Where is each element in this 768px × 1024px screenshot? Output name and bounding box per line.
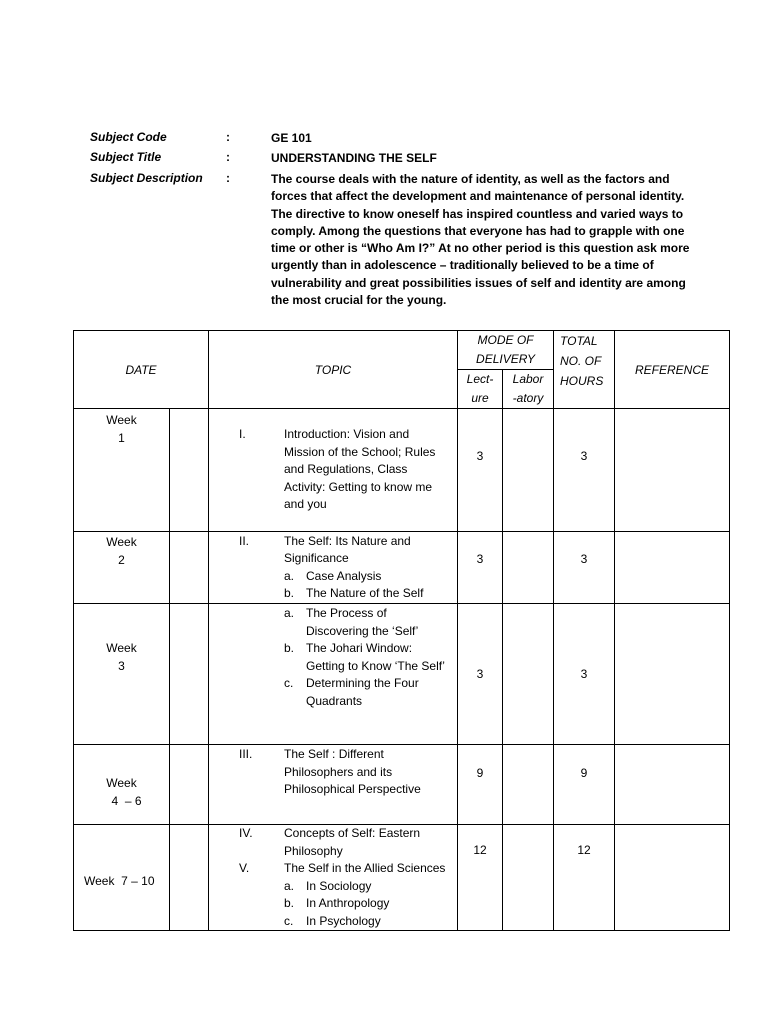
week-label: Week	[106, 535, 137, 549]
subtopic-item	[209, 605, 457, 640]
week-cell	[74, 825, 170, 931]
total-hours: 9	[554, 745, 615, 825]
topic-numeral: II.	[239, 533, 250, 548]
subtopic-item	[209, 675, 457, 710]
subtopic-letter: b.	[284, 896, 295, 910]
subject-title-label: Subject Title	[90, 150, 162, 164]
lecture-hours: 9	[458, 745, 503, 825]
reference-cell	[615, 825, 730, 931]
week-label: Week	[106, 775, 137, 790]
lecture-header	[458, 370, 503, 409]
laboratory-header-line1: Labor	[512, 372, 544, 386]
laboratory-hours	[503, 825, 554, 931]
topic-item	[209, 533, 457, 568]
subtopic-text: The Johari Window: Getting to Know ‘The Self’	[306, 641, 445, 673]
subtopic-text: In Psychology	[306, 913, 381, 928]
subject-title-row	[90, 150, 690, 171]
date-blank-cell	[170, 532, 209, 604]
table-row	[74, 604, 730, 745]
total-hours: 3	[554, 604, 615, 745]
subtopic-letter: c.	[284, 676, 294, 690]
mode-header-line2: DELIVERY	[476, 352, 535, 366]
date-blank-cell	[170, 604, 209, 745]
reference-cell	[615, 604, 730, 745]
topic-cell	[209, 532, 458, 604]
laboratory-hours	[503, 409, 554, 532]
date-blank-cell	[170, 825, 209, 931]
topic-header: TOPIC	[209, 331, 458, 409]
subtopic-letter: b.	[284, 586, 295, 600]
lecture-hours: 3	[458, 604, 503, 745]
total-hours-header	[554, 331, 615, 409]
topic-cell	[209, 825, 458, 931]
lecture-hours: 3	[458, 532, 503, 604]
colon: :	[226, 150, 230, 164]
topic-item	[209, 825, 457, 860]
week-cell	[74, 745, 170, 825]
subtopic-item	[209, 585, 457, 603]
subtopic-letter: a.	[284, 606, 295, 620]
subtopic-item	[209, 913, 457, 931]
subtopic-letter: a.	[284, 568, 295, 583]
total-hours: 12	[554, 825, 615, 931]
reference-cell	[615, 532, 730, 604]
week-label: Week 7 – 10	[84, 873, 155, 888]
subject-title-value: UNDERSTANDING THE SELF	[271, 151, 437, 165]
week-cell	[74, 532, 170, 604]
subject-code-label: Subject Code	[90, 130, 167, 144]
topic-item	[209, 426, 457, 514]
laboratory-hours	[503, 532, 554, 604]
lecture-hours: 3	[458, 409, 503, 532]
table-row	[74, 532, 730, 604]
total-header-line3: HOURS	[560, 374, 604, 388]
topic-text: Introduction: Vision and Mission of the School; Rules and Regulations, Class Activity: Getting to know me and you	[284, 427, 436, 512]
table-row	[74, 409, 730, 532]
laboratory-hours	[503, 604, 554, 745]
week-number: 2	[118, 553, 125, 567]
date-header: DATE	[74, 331, 209, 409]
subtopic-text: Determining the Four Quadrants	[306, 676, 419, 708]
header-row	[74, 331, 730, 370]
table-row	[74, 745, 730, 825]
subject-description-label: Subject Description	[90, 171, 203, 185]
week-cell	[74, 409, 170, 532]
subtopic-item	[209, 895, 457, 913]
topic-item	[209, 860, 457, 878]
subject-code-row	[90, 130, 690, 150]
week-label: Week	[106, 641, 137, 655]
table-row	[74, 825, 730, 931]
topic-cell	[209, 409, 458, 532]
colon: :	[226, 171, 230, 185]
subject-description-row	[90, 171, 690, 309]
topic-text: The Self: Its Nature and Significance	[284, 533, 411, 565]
subtopic-text: In Sociology	[306, 878, 372, 893]
week-number: 4 – 6	[111, 793, 142, 808]
subtopic-text: The Nature of the Self	[306, 586, 424, 600]
lecture-header-line1: Lect-	[466, 372, 494, 386]
syllabus-table	[73, 330, 730, 931]
topic-numeral: I.	[239, 427, 246, 442]
laboratory-hours	[503, 745, 554, 825]
subtopic-item	[209, 640, 457, 675]
topic-text: The Self in the Allied Sciences	[284, 861, 446, 875]
colon: :	[226, 130, 230, 144]
topic-text: Concepts of Self: Eastern Philosophy	[284, 826, 421, 858]
subject-info	[90, 130, 690, 309]
subject-description-value: The course deals with the nature of identity, as well as the factors and forces that affect the development and maintenance of personal identity. The directive to know oneself has inspired countless and varied ways to comply. Among the questions that everyone has had to grapple with one time or other is “Who Am I?” At no other period is this question ask more urgently than in adolescence – traditionally believed to be a time of vulnerability and great possibilities issues of self and identity are among the most crucial for the young.	[271, 172, 690, 308]
lecture-header-line2: ure	[471, 391, 489, 405]
laboratory-header	[503, 370, 554, 409]
subtopic-letter: c.	[284, 913, 294, 928]
date-blank-cell	[170, 745, 209, 825]
total-hours: 3	[554, 409, 615, 532]
total-header-line1: TOTAL	[560, 334, 598, 348]
reference-cell	[615, 745, 730, 825]
subtopic-letter: b.	[284, 641, 295, 655]
week-cell	[74, 604, 170, 745]
total-hours: 3	[554, 532, 615, 604]
week-number: 3	[118, 659, 125, 673]
week-label: Week	[106, 413, 137, 427]
subject-code-value: GE 101	[271, 131, 312, 145]
subtopic-text: The Process of Discovering the ‘Self’	[306, 606, 419, 638]
topic-numeral: V.	[239, 861, 250, 875]
subtopic-letter: a.	[284, 878, 295, 893]
total-header-line2: NO. OF	[560, 354, 602, 368]
reference-cell	[615, 409, 730, 532]
week-number: 1	[118, 431, 125, 445]
subtopic-item	[209, 878, 457, 896]
date-blank-cell	[170, 409, 209, 532]
mode-of-delivery-header	[458, 331, 554, 370]
laboratory-header-line2: -atory	[512, 391, 544, 405]
mode-header-line1: MODE OF	[477, 333, 534, 347]
subtopic-item	[209, 568, 457, 586]
reference-header: REFERENCE	[615, 331, 730, 409]
topic-text: The Self : Different Philosophers and its Philosophical Perspective	[284, 747, 421, 796]
subtopic-text: Case Analysis	[306, 568, 382, 583]
topic-item	[209, 746, 457, 799]
topic-cell	[209, 604, 458, 745]
subtopic-text: In Anthropology	[306, 896, 390, 910]
topic-cell	[209, 745, 458, 825]
topic-numeral: III.	[239, 747, 253, 761]
lecture-hours: 12	[458, 825, 503, 931]
topic-numeral: IV.	[239, 826, 253, 840]
